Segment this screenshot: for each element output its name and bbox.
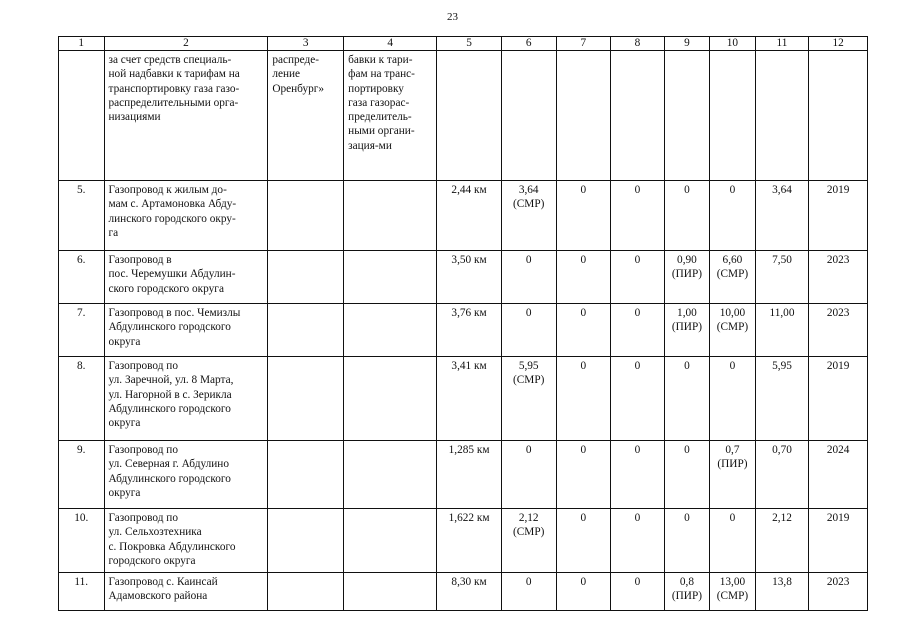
row-number: [59, 251, 105, 304]
length-cell-value: 3,76 км: [451, 307, 487, 319]
text-line: ул. Нагорной в с. Зерикла: [108, 388, 232, 401]
length-cell: [437, 573, 502, 611]
cont-col-5: [437, 51, 502, 181]
cont-col-6: [501, 51, 556, 181]
col-10-cell-value: 0: [729, 360, 736, 372]
column-number-1: 1: [59, 37, 105, 51]
text-line: Газопровод по: [108, 512, 178, 524]
table-row: [59, 573, 868, 611]
col-9-cell-value: 1,00: [677, 307, 697, 319]
year-cell: [809, 357, 868, 441]
col-10-cell-value: 13,00: [719, 576, 746, 588]
year-cell-value: 2023: [826, 307, 850, 319]
text-line: ул. Северная г. Абдулино: [108, 458, 229, 471]
col-6-cell: [501, 357, 556, 441]
text-line: ными органи-: [348, 125, 415, 138]
text-line: Адамовского района: [108, 590, 208, 603]
length-cell: [437, 181, 502, 251]
row-number: [59, 304, 105, 357]
col-10-cell-value: 0: [729, 512, 736, 524]
text-line: ной надбавки к тарифам на: [108, 68, 240, 81]
col-7-cell: [556, 251, 611, 304]
col-8-cell: [611, 304, 665, 357]
total-cell: [755, 357, 809, 441]
text-line: Газопровод по: [108, 360, 178, 372]
col-3-cell: [268, 441, 344, 509]
total-cell-value: 0,70: [772, 444, 792, 456]
col-9-cell-value: 0,8: [679, 576, 694, 588]
col-10-cell-note: (ПИР): [717, 458, 748, 471]
text-line: мам с. Артамоновка Абду-: [108, 198, 237, 211]
cont-col-11: [755, 51, 809, 181]
object-name: [104, 251, 268, 304]
length-cell: [437, 304, 502, 357]
length-cell: [437, 357, 502, 441]
column-number-10: 10: [710, 37, 756, 51]
table-row: [59, 251, 868, 304]
length-cell-value: 1,622 км: [448, 512, 490, 524]
table-row: [59, 441, 868, 509]
year-cell-value: 2023: [826, 576, 850, 588]
text-line: пределитель-: [348, 111, 412, 124]
text-line: газа газорас-: [348, 96, 410, 109]
col-8-cell-value: 0: [634, 512, 641, 524]
total-cell-value: 2,12: [772, 512, 792, 524]
object-name: [104, 573, 268, 611]
col-6-cell-note: (СМР): [513, 526, 545, 539]
text-line: ул. Заречной, ул. 8 Марта,: [108, 374, 234, 387]
col-8-cell-value: 0: [634, 184, 641, 196]
object-name: [104, 181, 268, 251]
col-4-cell: [344, 573, 437, 611]
year-cell: [809, 441, 868, 509]
col-10-cell: [710, 251, 756, 304]
col-3-cell: [268, 181, 344, 251]
total-cell: [755, 509, 809, 573]
col-7-cell: [556, 304, 611, 357]
cont-col-1: [59, 51, 105, 181]
col-6-cell-value: 0: [525, 307, 532, 319]
text-line: бавки к тари-: [348, 54, 413, 66]
col-10-cell-note: (СМР): [716, 268, 749, 281]
object-name: [104, 304, 268, 357]
cont-col-7: [556, 51, 611, 181]
year-cell-value: 2024: [826, 444, 850, 456]
column-number-row: [59, 37, 868, 51]
row-number: [59, 573, 105, 611]
col-8-cell: [611, 441, 665, 509]
text-line: ул. Сельхозтехника: [108, 526, 202, 539]
total-cell-value: 13,8: [772, 576, 792, 588]
table-row: [59, 181, 868, 251]
col-10-cell-note: (СМР): [716, 590, 749, 603]
text-line: Абдулинского городского: [108, 472, 231, 485]
col-6-cell-value: 0: [525, 444, 532, 456]
col-7-cell-value: 0: [580, 184, 587, 196]
col-3-cell: [268, 357, 344, 441]
col-9-cell-note: (ПИР): [671, 590, 702, 603]
col-10-cell-note: (СМР): [716, 321, 749, 334]
text-line: округа: [108, 486, 141, 499]
text-line: распреде-: [272, 54, 320, 66]
total-cell-value: 3,64: [772, 184, 792, 196]
text-line: Газопровод к жилым до-: [108, 184, 227, 196]
col-10-cell-value: 10,00: [719, 307, 746, 319]
text-line: Газопровод в: [108, 254, 172, 266]
col-8-cell: [611, 251, 665, 304]
table-row: [59, 509, 868, 573]
col-3-cell: [268, 304, 344, 357]
column-number-7: 7: [556, 37, 611, 51]
col-10-cell: [710, 441, 756, 509]
col-7-cell-value: 0: [580, 307, 587, 319]
text-line: округа: [108, 335, 141, 348]
col-4-cell: [344, 509, 437, 573]
col-7-cell-value: 0: [580, 512, 587, 524]
col-8-cell: [611, 357, 665, 441]
length-cell-value: 8,30 км: [451, 576, 487, 588]
col-9-cell-note: (ПИР): [671, 321, 702, 334]
col-9-cell: [664, 441, 710, 509]
column-number-12: 12: [809, 37, 868, 51]
cont-col-8: [611, 51, 665, 181]
row-number-value: 6.: [77, 254, 86, 266]
row-number-value: 11.: [74, 576, 89, 588]
column-number-4: 4: [344, 37, 437, 51]
year-cell-value: 2019: [826, 360, 850, 372]
col-9-cell: [664, 304, 710, 357]
text-line: портировку: [348, 82, 404, 95]
row-number-value: 5.: [77, 184, 86, 196]
length-cell: [437, 251, 502, 304]
text-line: линского городского окру-: [108, 212, 236, 225]
cont-col-9: [664, 51, 710, 181]
row-number-value: 7.: [77, 307, 86, 319]
year-cell-value: 2023: [826, 254, 850, 266]
cont-col-4: [344, 51, 437, 181]
col-4-cell: [344, 251, 437, 304]
col-6-cell-value: 0: [525, 576, 532, 588]
col-7-cell: [556, 357, 611, 441]
text-line: Оренбург»: [272, 82, 325, 95]
text-line: Абдулинского городского: [108, 402, 231, 415]
text-line: ского городского округа: [108, 282, 224, 295]
col-6-cell: [501, 509, 556, 573]
col-8-cell: [611, 181, 665, 251]
page-number: 23: [447, 11, 458, 23]
column-number-8: 8: [611, 37, 665, 51]
text-line: Абдулинского городского: [108, 321, 231, 334]
text-line: га: [108, 226, 119, 239]
row-number: [59, 509, 105, 573]
col-10-cell: [710, 181, 756, 251]
col-10-cell: [710, 304, 756, 357]
col-8-cell-value: 0: [634, 254, 641, 266]
col-7-cell: [556, 181, 611, 251]
object-name: [104, 441, 268, 509]
col-10-cell: [710, 573, 756, 611]
text-line: фам на транс-: [348, 68, 415, 81]
col-8-cell: [611, 573, 665, 611]
table-row: [59, 357, 868, 441]
object-name: [104, 357, 268, 441]
col-7-cell: [556, 573, 611, 611]
col-9-cell-value: 0: [684, 444, 690, 456]
col-7-cell-value: 0: [580, 444, 587, 456]
col-10-cell-value: 0: [729, 184, 736, 196]
col-6-cell: [501, 441, 556, 509]
text-line: с. Покровка Абдулинского: [108, 540, 236, 553]
column-number-3: 3: [268, 37, 344, 51]
col-9-cell-value: 0,90: [677, 254, 697, 266]
col-8-cell: [611, 509, 665, 573]
col-9-cell: [664, 573, 710, 611]
total-cell: [755, 251, 809, 304]
row-number-value: 8.: [77, 360, 86, 372]
length-cell: [437, 509, 502, 573]
col-9-cell: [664, 357, 710, 441]
text-line: Газопровод с. Каинсай: [108, 576, 218, 588]
total-cell: [755, 304, 809, 357]
column-number-2: 2: [104, 37, 268, 51]
col-10-cell: [710, 357, 756, 441]
col-7-cell-value: 0: [580, 576, 587, 588]
text-line: ление: [272, 68, 301, 81]
column-number-9: 9: [664, 37, 710, 51]
row-number: [59, 357, 105, 441]
length-cell-value: 3,50 км: [451, 254, 487, 266]
text-line: пос. Черемушки Абдулин-: [108, 268, 236, 281]
col-4-cell: [344, 304, 437, 357]
col-3-cell: [268, 509, 344, 573]
total-cell-value: 11,00: [769, 307, 795, 319]
col-6-cell-value: 5,95: [518, 360, 539, 372]
object-name: [104, 509, 268, 573]
col-6-cell: [501, 251, 556, 304]
col-9-cell: [664, 251, 710, 304]
col-6-cell-value: 0: [525, 254, 532, 266]
col-6-cell-value: 2,12: [518, 512, 539, 524]
col-9-cell-note: (ПИР): [671, 268, 702, 281]
col-9-cell: [664, 509, 710, 573]
total-cell: [755, 441, 809, 509]
year-cell: [809, 509, 868, 573]
column-number-5: 5: [437, 37, 502, 51]
text-line: за счет средств специаль-: [108, 54, 232, 66]
length-cell-value: 1,285 км: [448, 444, 490, 456]
text-line: транспортировку газа газо-: [108, 82, 240, 95]
year-cell: [809, 181, 868, 251]
col-6-cell-note: (СМР): [513, 374, 545, 387]
row-number: [59, 181, 105, 251]
col-4-cell: [344, 441, 437, 509]
table-row: [59, 304, 868, 357]
col-6-cell: [501, 304, 556, 357]
year-cell: [809, 304, 868, 357]
col-3-cell: [268, 251, 344, 304]
text-line: низациями: [108, 111, 161, 124]
total-cell: [755, 181, 809, 251]
col-4-cell: [344, 357, 437, 441]
year-cell: [809, 573, 868, 611]
text-line: городского округа: [108, 554, 196, 567]
cont-col-3: [268, 51, 344, 181]
column-number-11: 11: [755, 37, 809, 51]
col-9-cell: [664, 181, 710, 251]
col-7-cell-value: 0: [580, 360, 587, 372]
length-cell-value: 2,44 км: [451, 184, 487, 196]
cont-col-12: [809, 51, 868, 181]
col-8-cell-value: 0: [634, 444, 641, 456]
col-8-cell-value: 0: [634, 576, 641, 588]
col-8-cell-value: 0: [634, 307, 641, 319]
col-7-cell-value: 0: [580, 254, 587, 266]
col-6-cell: [501, 181, 556, 251]
row-number: [59, 441, 105, 509]
col-10-cell-value: 6,60: [722, 254, 743, 266]
text-line: распределительными орга-: [108, 96, 239, 109]
col-6-cell-note: (СМР): [513, 198, 545, 211]
length-cell-value: 3,41 км: [451, 360, 487, 372]
text-line: Газопровод по: [108, 444, 178, 456]
total-cell-value: 7,50: [772, 254, 792, 266]
program-table: [58, 36, 868, 611]
col-9-cell-value: 0: [684, 512, 690, 524]
year-cell-value: 2019: [826, 512, 850, 524]
col-10-cell-value: 0,7: [725, 444, 740, 456]
text-line: зация-ми: [348, 139, 392, 152]
total-cell-value: 5,95: [772, 360, 792, 372]
cont-col-10: [710, 51, 756, 181]
length-cell: [437, 441, 502, 509]
col-4-cell: [344, 181, 437, 251]
cont-col-2: [104, 51, 268, 181]
row-number-value: 10.: [74, 512, 89, 524]
col-6-cell-value: 3,64: [518, 184, 539, 196]
col-9-cell-value: 0: [684, 360, 690, 372]
year-cell-value: 2019: [826, 184, 850, 196]
col-3-cell: [268, 573, 344, 611]
text-line: округа: [108, 417, 141, 430]
row-number-value: 9.: [77, 444, 86, 456]
col-6-cell: [501, 573, 556, 611]
year-cell: [809, 251, 868, 304]
col-7-cell: [556, 509, 611, 573]
col-8-cell-value: 0: [634, 360, 641, 372]
text-line: Газопровод в пос. Чемизлы: [108, 307, 241, 319]
continuation-row: [59, 51, 868, 181]
col-9-cell-value: 0: [684, 184, 690, 196]
total-cell: [755, 573, 809, 611]
col-7-cell: [556, 441, 611, 509]
col-10-cell: [710, 509, 756, 573]
column-number-6: 6: [501, 37, 556, 51]
